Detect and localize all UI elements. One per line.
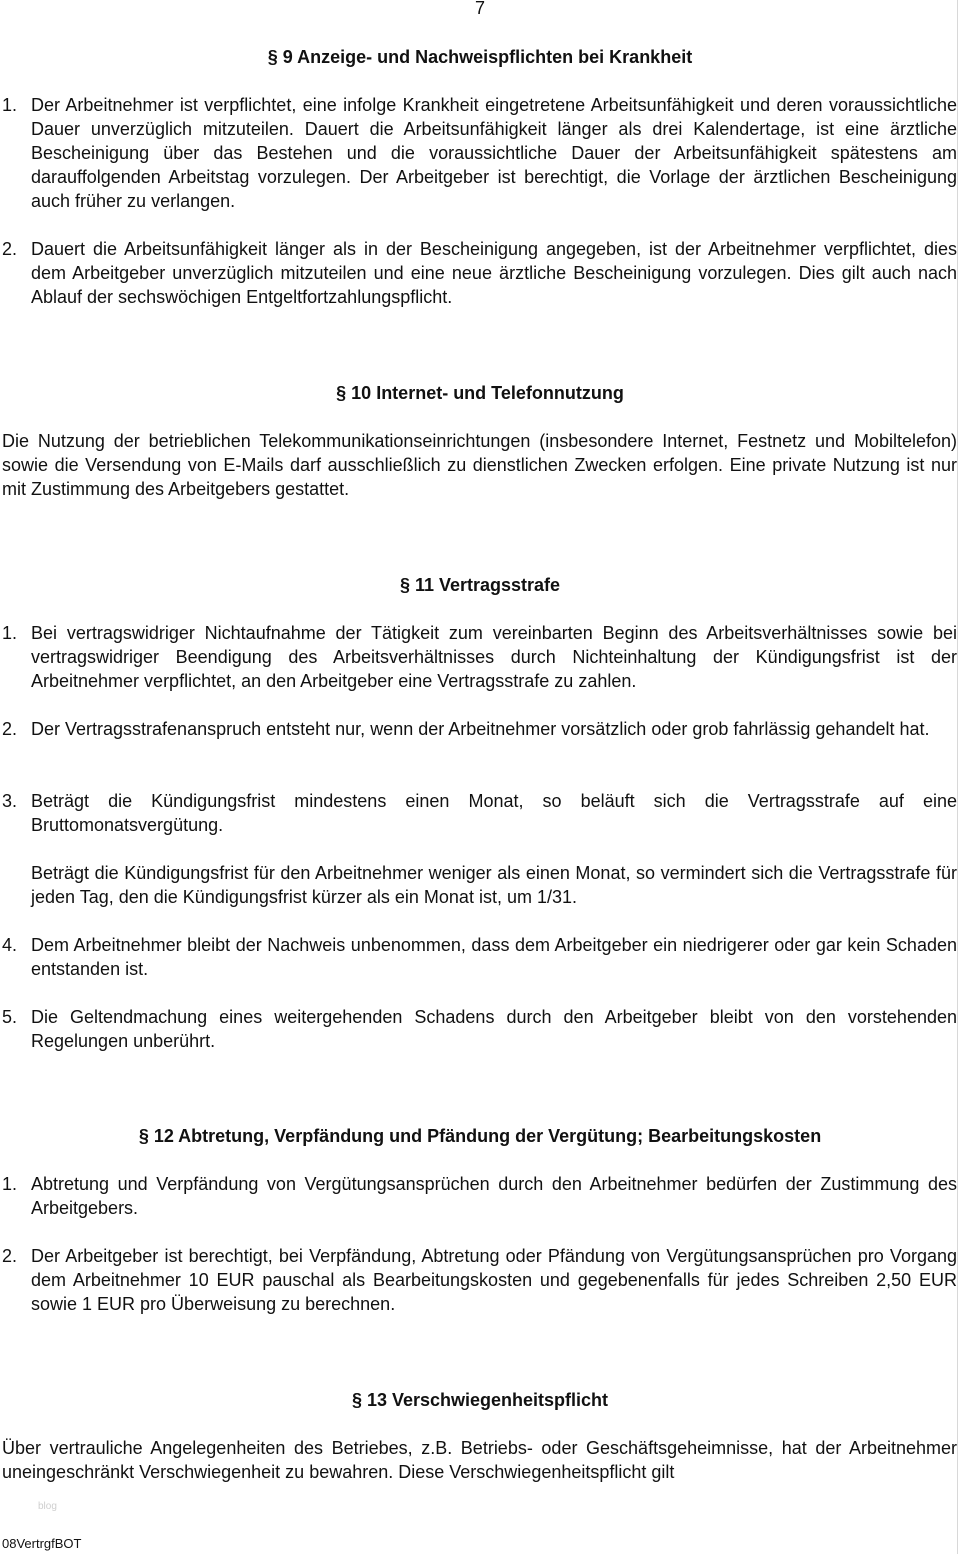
section-11-item-5 — [2, 1005, 957, 1053]
section-11-item-3-continuation: Beträgt die Kündigungsfrist für den Arbeitnehmer weniger als einen Monat, so vermindert sich die Vertragsstrafe für jeden Tag, den die Kündigungsfrist kürzer als ein Monat ist, um 1/31. — [31, 863, 957, 907]
section-12-item-1 — [2, 1172, 957, 1220]
item-text: Dem Arbeitnehmer bleibt der Nachweis unbenommen, dass dem Arbeitgeber ein niedrigerer oder gar kein Schaden entstanden ist. — [31, 935, 957, 979]
section-11-item-1 — [2, 621, 957, 693]
item-number: 3. — [2, 791, 18, 811]
page-number: 7 — [474, 0, 485, 18]
section-11-item-3 — [2, 789, 957, 837]
footer-doc-code: 08VertrgfBOT — [2, 1536, 82, 1551]
item-text: Die Geltendmachung eines weitergehenden Schadens durch den Arbeitgeber bleibt von den vorstehenden Regelungen unberührt. — [31, 1007, 957, 1051]
section-10-heading: § 10 Internet- und Telefonnutzung — [336, 383, 624, 403]
section-11-item-2 — [2, 717, 957, 741]
watermark: blog — [38, 1501, 57, 1512]
item-number: 2. — [2, 719, 18, 739]
item-number: 2. — [2, 1246, 18, 1266]
section-12-item-2 — [2, 1244, 957, 1316]
item-number: 5. — [2, 1007, 18, 1027]
item-number: 2. — [2, 239, 18, 259]
section-9-item-2 — [2, 237, 957, 309]
section-12-heading: § 12 Abtretung, Verpfändung und Pfändung der Vergütung; Bearbeitungskosten — [138, 1126, 822, 1146]
item-number: 1. — [2, 623, 18, 643]
item-text: Beträgt die Kündigungsfrist mindestens einen Monat, so beläuft sich die Vertragsstrafe auf eine Bruttomonatsvergütung. — [31, 791, 957, 835]
section-11-item-4 — [2, 933, 957, 981]
item-text: Dauert die Arbeitsunfähigkeit länger als in der Bescheinigung angegeben, ist der Arbeitnehmer verpflichtet, dies dem Arbeitgeber unverzüglich mitzuteilen und eine neue ärztliche Bescheinigung vorzulegen. Dies gilt auch nach Ablauf der sechswöchigen Entgeltfortzahlungspflicht. — [31, 239, 957, 307]
item-text: Der Arbeitgeber ist berechtigt, bei Verpfändung, Abtretung oder Pfändung von Vergütungsansprüchen pro Vorgang dem Arbeitnehmer 10 EUR pauschal als Bearbeitungskosten und gegebenenfalls für jedes Schreiben 2,50 EUR sowie 1 EUR pro Überweisung zu berechnen. — [31, 1246, 957, 1314]
item-number: 1. — [2, 95, 18, 115]
section-9-item-1 — [2, 93, 957, 213]
section-10-text: Die Nutzung der betrieblichen Telekommunikationseinrichtungen (insbesondere Internet, Festnetz und Mobiltelefon) sowie die Versendung von E-Mails darf ausschließlich zu dienstlichen Zwecken erfolgen. Eine private Nutzung ist nur mit Zustimmung des Arbeitgebers gestattet. — [2, 431, 957, 499]
section-9-heading: § 9 Anzeige- und Nachweispflichten bei Krankheit — [267, 47, 693, 67]
item-text: Der Vertragsstrafenanspruch entsteht nur, wenn der Arbeitnehmer vorsätzlich oder grob fahrlässig gehandelt hat. — [31, 719, 930, 739]
item-text: Bei vertragswidriger Nichtaufnahme der Tätigkeit zum vereinbarten Beginn des Arbeitsverhältnisses sowie bei vertragswidriger Beendigung des Arbeitsverhältnisses durch Nichteinhaltung der Kündigungsfrist ist der Arbeitnehmer verpflichtet, an den Arbeitgeber eine Vertragsstrafe zu zahlen. — [31, 623, 957, 691]
section-13-heading: § 13 Verschwiegenheitspflicht — [351, 1390, 609, 1410]
item-number: 4. — [2, 935, 18, 955]
section-13-text: Über vertrauliche Angelegenheiten des Betriebes, z.B. Betriebs- oder Geschäftsgeheimnisse, hat der Arbeitnehmer uneingeschränkt Verschwiegenheit zu bewahren. Diese Verschwiegenheitspflicht gilt — [2, 1438, 957, 1482]
item-text: Der Arbeitnehmer ist verpflichtet, eine infolge Krankheit eingetretene Arbeitsunfähigkeit und deren voraussichtliche Dauer unverzüglich mitzuteilen. Dauert die Arbeitsunfähigkeit länger als drei Kalendertage, ist eine ärztliche Bescheinigung über das Bestehen und die voraussichtliche Dauer der Arbeitsunfähigkeit spätestens am darauffolgenden Arbeitstag vorzulegen. Der Arbeitgeber ist berechtigt, die Vorlage der ärztlichen Bescheinigung auch früher zu verlangen. — [31, 95, 957, 211]
item-text: Abtretung und Verpfändung von Vergütungsansprüchen durch den Arbeitnehmer bedürfen der Zustimmung des Arbeitgebers. — [31, 1174, 957, 1218]
section-11-heading: § 11 Vertragsstrafe — [399, 575, 561, 595]
page-edge — [957, 0, 958, 1554]
item-number: 1. — [2, 1174, 18, 1194]
